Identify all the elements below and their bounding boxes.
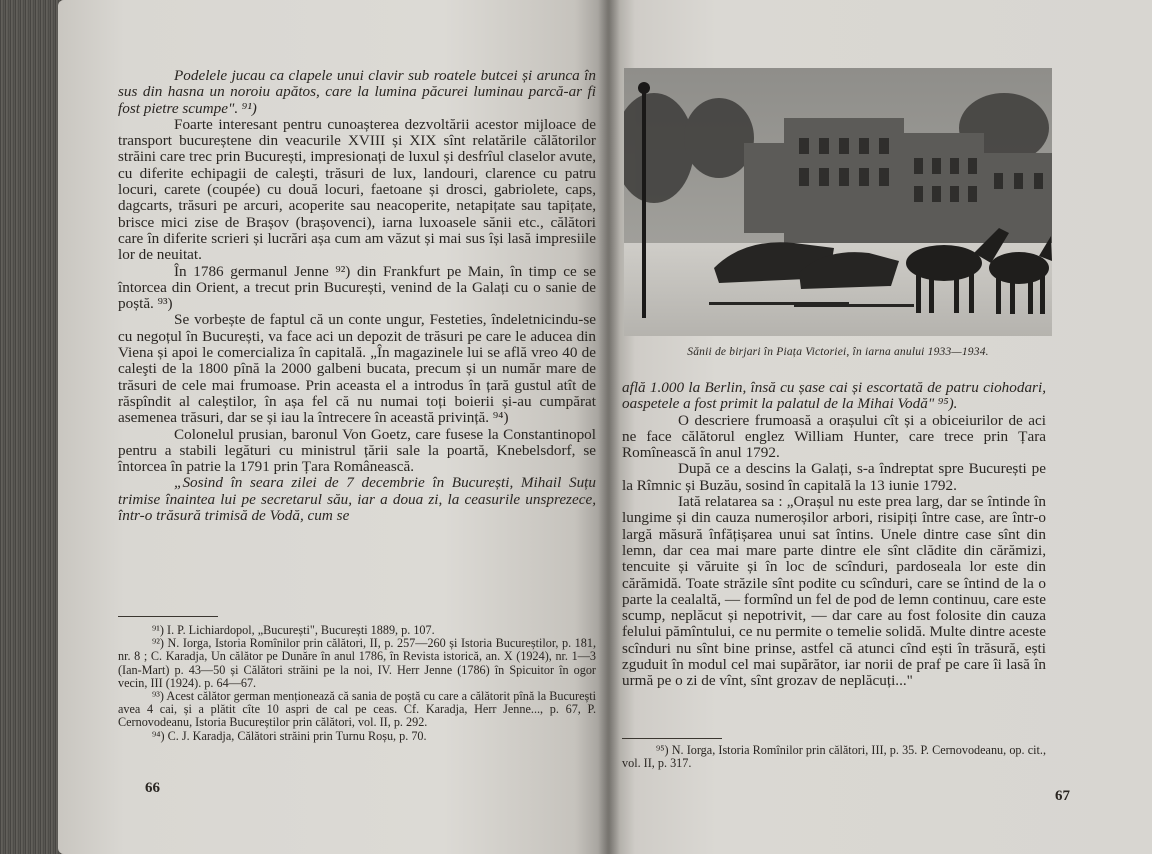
photo-caption: Sănii de birjari în Piața Victoriei, în iarna anului 1933—1934. xyxy=(687,346,989,358)
left-page-body xyxy=(118,68,596,524)
right-footnotes xyxy=(622,744,1046,770)
paragraph: „Sosind în seara zilei de 7 decembrie în București, Mihail Suțu trimise înaintea lui pe secretarul său, iar a doua zi, la ceasurile unsprezece, într-o trăsură trimisă de Vodă, cum se xyxy=(118,474,596,525)
paragraph: După ce a descins la Galați, s-a îndreptat spre București pe la Rîmnic și Buzău, sosind în capitală la 13 iunie 1792. xyxy=(622,460,1046,494)
footnote-rule xyxy=(622,738,722,739)
photo-illustration xyxy=(624,68,1052,336)
left-footnotes xyxy=(118,624,596,743)
paragraph: Foarte interesant pentru cunoașterea dezvoltării acestor mijloace de transport bucureștene din veacurile XVIII și XIX sînt relatările călătorilor străini care trec prin București, impresionați de luxul și desfrîul claselor avute, cu diferite echipagii de caleşti, trăsuri de lux, landouri, clarence cu patru locuri, carete (coupée) cu două locuri, faetoane și drosci, gabriolete, caps, dagcarts, trăsuri pe arcuri, acoperite sau neacoperite, netapițate sau tapițate, brisce mici zise de Brașov (brașovenci), iarna luxoasele sănii etc., călători care în diferite scrieri și lucrări așa cum am văzut și mai sus își lasă impresiile lor de neuitat. xyxy=(118,115,596,264)
paragraph: O descriere frumoasă a orașului cît și a obiceiurilor de aci ne face călătorul englez William Hunter, care trece prin Țara Romînească în anul 1792. xyxy=(622,411,1046,462)
right-page-body xyxy=(622,380,1046,690)
paragraph: Podelele jucau ca clapele unui clavir sub roatele butcei și arunca în sus din hasna un noroiu apătos, care la lumina păcurei luminau parcă-ar fi fost pietre scumpe". ⁹¹) xyxy=(118,67,596,117)
page-number: 67 xyxy=(1055,788,1070,804)
paragraph: Colonelul prusian, baronul Von Goetz, care fusese la Constantinopol pentru a stabili legături cu ministrul țării sale la poartă, Knebelsdorf, se întorcea în patrie la 1791 prin Țara Românească. xyxy=(118,425,596,476)
page-edges xyxy=(0,0,62,854)
paragraph: În 1786 germanul Jenne ⁹²) din Frankfurt pe Main, în timp ce se întorcea din Orient, a trecut prin București, venind de la Galați cu o sanie de poștă. ⁹³) xyxy=(118,262,596,313)
footnote: ⁹⁴) C. J. Karadja, Călători străini prin Turnu Roșu, p. 70. xyxy=(152,728,427,743)
footnote: ⁹²) N. Iorga, Istoria Romînilor prin călători, II, p. 257—260 și Istoria Bucureștilor, p. 181, nr. 8 ; C. Karadja, Un călător pe Dunăre în anul 1786, în Revista istorică, an. X (1924), nr. 1—3 (Ian-Mart) p. 43—50 și Călători străini pe la noi, IV. Herr Jenne (1786) în Spicuitor în ogor vecin, III (1924). p. 64—67. xyxy=(118,636,596,690)
footnote: ⁹⁵) N. Iorga, Istoria Romînilor prin călători, III, p. 35. P. Cernovodeanu, op. cit., vol. II, p. 317. xyxy=(622,743,1046,771)
footnote: ⁹¹) I. P. Lichiardopol, „București", București 1889, p. 107. xyxy=(152,623,435,637)
paragraph: află 1.000 la Berlin, însă cu șase cai și escortată de patru ciohodari, oaspetele a fost primit la palatul de la Mihai Vodă" ⁹⁵). xyxy=(622,379,1046,413)
photo-sleighs xyxy=(624,68,1052,336)
footnote: ⁹³) Acest călător german menționează că sania de poștă cu care a călătorit pînă la București avea 4 cai, și a plătit cîte 10 aspri de cal pe ceas. Cf. Karadja, Herr Jenne..., p. 67, P. Cernovodeanu, Istoria Bucureștilor prin călători, vol. II, p. 292. xyxy=(118,689,596,730)
paragraph: Iată relatarea sa : „Orașul nu este prea larg, dar se întinde în lungime și din cauza numeroșilor arbori, risipiți între case, are într-o largă măsură înfățișarea unui sat întins. Unele dintre case sînt din lemn, dar cea mai mare parte dintre ele sînt clădite din cărămizi, tencuite și văruite și în loc de scînduri, pardoseala lor este din cărămidă. Toate străzile sînt podite cu scînduri, care se întind de la o parte la cealaltă, — formînd un fel de pod de lemn continuu, care este scump, neplăcut și nepotrivit, — dar care au fost folosite din cauza felului pămîntului, ce nu permite o temelie solidă. Multe dintre aceste scînduri nu sînt bine prinse, astfel că atunci cînd ești în trăsură, ești zguduit în modul cel mai supărător, iar norii de praf pe care îi lasă în urmă pe o zi de vînt, sînt grozav de neplăcuți..." xyxy=(622,493,1046,690)
book-gutter xyxy=(598,0,620,854)
paragraph: Se vorbește de faptul că un conte ungur, Festeties, îndeletnicindu-se cu negoțul în București, va face aci un depozit de trăsuri pe care le aducea din Viena și apoi le comercializa în capitală. „În magazinele lui se află vreo 40 de caleşti de la 1800 pînă la 2000 galbeni bucata, precum și un număr mare de trăsuri de cele mai frumoase. Prin aceasta el a introdus în țară gustul atît de răspîndit al caleștilor, în așa fel că nu numai toți boierii și-au cumpărat asemenea trăsuri, dar se și iau la întrecere în această privință. ⁹⁴) xyxy=(118,311,596,427)
page-number: 66 xyxy=(145,780,160,796)
footnote-rule xyxy=(118,616,218,617)
